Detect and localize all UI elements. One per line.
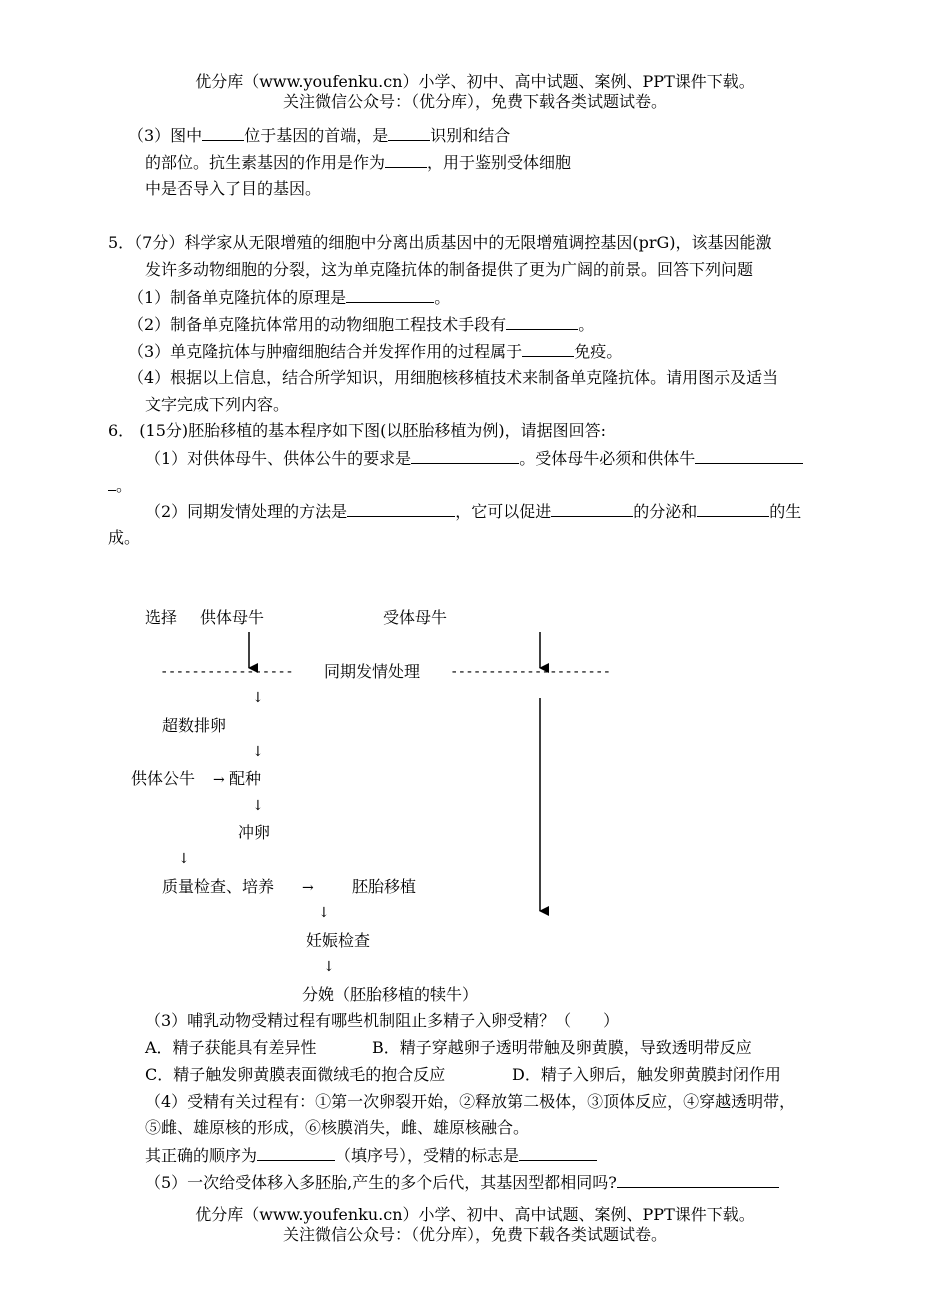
q5-part3-text: （3）单克隆抗体与肿瘤细胞结合并发挥作用的过程属于 xyxy=(128,342,523,361)
diagram-dashes-right: --------------------- xyxy=(450,664,611,680)
q6-part1-text-b: 。受体母牛必须和供体牛 xyxy=(519,449,696,468)
q4-part3-text-b: 位于基因的首端，是 xyxy=(244,126,389,145)
diagram-quality: 质量检查、培养 xyxy=(162,877,275,896)
q6-part4-line3 xyxy=(145,1145,597,1166)
q6-intro: 6． (15分)胚胎移植的基本程序如下图(以胚胎移植为例)，请据图回答: xyxy=(108,421,606,440)
diagram-mating: 配种 xyxy=(229,769,262,788)
down-arrow-icon: ↓ xyxy=(178,851,190,867)
q6-part4-line1: （4）受精有关过程有：①第一次卵裂开始，②释放第二极体，③顶体反应，④穿越透明带， xyxy=(145,1092,796,1111)
right-arrow-icon: → xyxy=(302,880,314,896)
down-arrow-icon: ↓ xyxy=(323,959,335,975)
q5-part2-text: （2）制备单克隆抗体常用的动物细胞工程技术手段有 xyxy=(128,315,507,334)
diagram-recipient-cow: 受体母牛 xyxy=(383,608,448,627)
answer-blank xyxy=(257,1145,335,1161)
q5-part1-end: 。 xyxy=(434,288,451,307)
q6-part2-text-b: ，它可以促进 xyxy=(455,502,552,521)
diagram-pregnancy: 妊娠检查 xyxy=(306,931,371,950)
q6-part2-text-a: （2）同期发情处理的方法是 xyxy=(145,502,348,521)
q6-option-d: D．精子入卵后，触发卵黄膜封闭作用 xyxy=(512,1065,781,1084)
q6-part1-end: 。 xyxy=(116,476,133,495)
q4-part3-text-a: （3）图中 xyxy=(128,126,203,145)
down-arrow-icon: ↓ xyxy=(252,690,264,706)
q5-part1-text: （1）制备单克隆抗体的原理是 xyxy=(128,288,347,307)
diagram-birth: 分娩（胚胎移植的犊牛） xyxy=(302,985,479,1004)
down-arrow-icon: ↓ xyxy=(318,905,330,921)
q4-part3-text-d: 的部位。抗生素基因的作用是作为 xyxy=(145,153,386,172)
diagram-dashes-left: ----------------- xyxy=(160,664,294,680)
down-arrow-icon: ↓ xyxy=(252,798,264,814)
q6-part1-text-a: （1）对供体母牛、供体公牛的要求是 xyxy=(145,449,412,468)
diagram-flushing: 冲卵 xyxy=(238,823,271,842)
q6-part5 xyxy=(145,1172,779,1193)
q6-part2-text-d: 的生 xyxy=(769,502,802,521)
q6-part4-text-b: （填序号），受精的标志是 xyxy=(335,1146,520,1165)
diagram-sync: 同期发情处理 xyxy=(324,662,421,681)
q4-part3-text-c: 识别和结合 xyxy=(430,126,511,145)
q5-part2-end: 。 xyxy=(578,315,595,334)
footer-line-2: 关注微信公众号：（优分库），免费下载各类试题试卷。 xyxy=(282,1225,667,1244)
q6-option-a: A．精子获能具有差异性 xyxy=(145,1038,317,1057)
header-line-1: 优分库（www.youfenku.cn）小学、初中、高中试题、案例、PPT课件下载。 xyxy=(195,72,755,91)
q5-part3-end: 免疫。 xyxy=(574,342,623,361)
diagram-donor-cow: 供体母牛 xyxy=(200,608,265,627)
q6-part2-line2: 成。 xyxy=(108,528,141,547)
diagram-select: 选择 xyxy=(145,608,178,627)
right-arrow-icon: → xyxy=(213,772,225,788)
diagram-transfer: 胚胎移植 xyxy=(352,877,417,896)
q5-part4-line2: 文字完成下列内容。 xyxy=(145,395,290,414)
q6-part4-line2: ⑤雌、雄原核的形成，⑥核膜消失，雌、雄原核融合。 xyxy=(145,1118,530,1137)
q6-option-c: C．精子触发卵黄膜表面微绒毛的抱合反应 xyxy=(145,1065,446,1084)
q5-part4-line1: （4）根据以上信息，结合所学知识，用细胞核移植技术来制备单克隆抗体。请用图示及适当 xyxy=(128,368,779,387)
down-arrow-icon: ↓ xyxy=(252,744,264,760)
q4-part3-text-e: ，用于鉴别受体细胞 xyxy=(427,153,572,172)
header-line-2: 关注微信公众号：（优分库），免费下载各类试题试卷。 xyxy=(282,92,667,111)
diagram-donor-bull: 供体公牛 xyxy=(131,769,196,788)
diagram-superovulation: 超数排卵 xyxy=(162,716,227,735)
answer-blank xyxy=(519,1145,597,1161)
q5-intro-line2: 发许多动物细胞的分裂，这为单克隆抗体的制备提供了更为广阔的前景。回答下列问题 xyxy=(145,260,754,279)
q5-intro-line1: 5．（7分）科学家从无限增殖的细胞中分离出质基因中的无限增殖调控基因(prG)，该基因能激 xyxy=(108,233,772,252)
q6-part3: （3）哺乳动物受精过程有哪些机制阻止多精子入卵受精？（ ） xyxy=(145,1011,620,1030)
q6-option-b: B．精子穿越卵子透明带触及卵黄膜，导致透明带反应 xyxy=(372,1038,752,1057)
q6-part5-text: （5）一次给受体移入多胚胎,产生的多个后代，其基因型都相同吗? xyxy=(145,1173,617,1192)
q4-part3-line3: 中是否导入了目的基因。 xyxy=(145,179,322,198)
q6-part2-text-c: 的分泌和 xyxy=(633,502,698,521)
q6-part4-text-a: 其正确的顺序为 xyxy=(145,1146,258,1165)
footer-line-1: 优分库（www.youfenku.cn）小学、初中、高中试题、案例、PPT课件下载。 xyxy=(195,1205,755,1224)
answer-blank xyxy=(617,1172,779,1188)
